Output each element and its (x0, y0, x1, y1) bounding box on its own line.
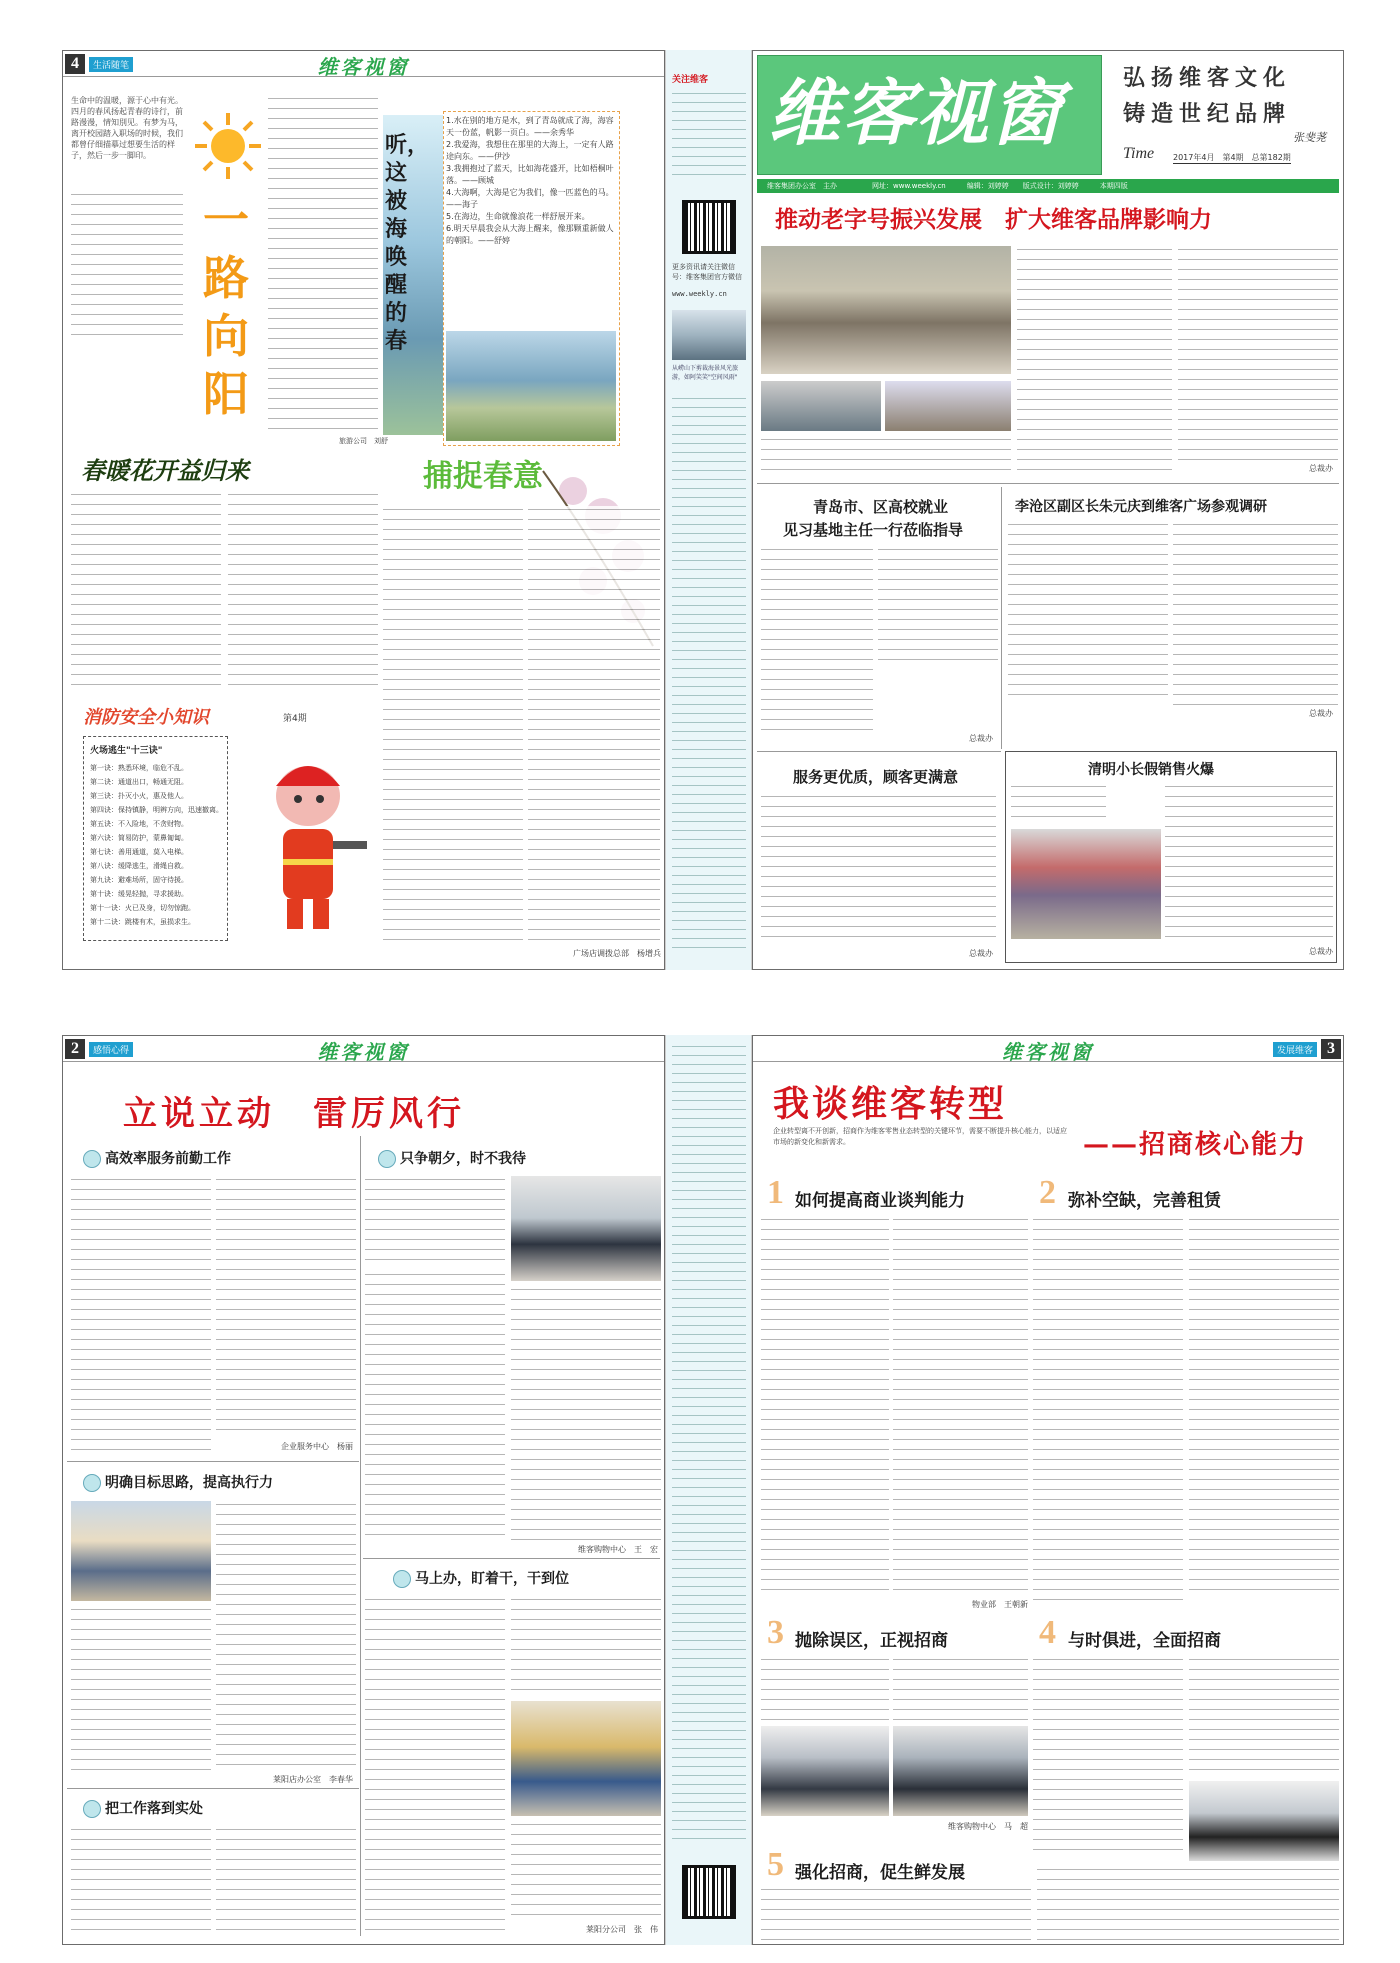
slogan-signature: 张斐荛 (1293, 131, 1326, 144)
p2-text-col11 (511, 1596, 661, 1696)
story1-byline: 总裁办 (1309, 464, 1333, 473)
safety-rule: 第七诀：善用通道，莫入电梯。 (90, 848, 188, 856)
p2-byline2: 维客购物中心 王 宏 (578, 1545, 658, 1554)
p3-text-col1 (761, 1216, 889, 1596)
section-heading: 只争朝夕，时不我待 (378, 1148, 526, 1168)
page-number: 3 (1321, 1039, 1341, 1059)
divider (757, 751, 1001, 752)
p2-text-col1 (71, 1176, 211, 1456)
story5-title: 清明小长假销售火爆 (1088, 762, 1214, 778)
divider (363, 1558, 660, 1559)
issue-info: 2017年4月 第4期 总第182期 (1173, 153, 1291, 162)
p2-text-col9 (511, 1286, 661, 1541)
safety-rule: 第五诀：不入险地，不贪财物。 (90, 820, 188, 828)
page-4 (62, 50, 665, 970)
story4-text (761, 793, 996, 943)
story5-byline: 总裁办 (1309, 947, 1333, 956)
story2-title-a: 青岛市、区高校就业 (813, 498, 949, 516)
page3-intro: 企业转型离不开创新，招商作为维客零售业态转型的关键环节，需要不断提升核心能力，以适应市场的新变化和新需求。 (773, 1127, 1067, 1146)
section-heading: 把工作落到实处 (83, 1798, 203, 1818)
section-heading: 如何提高商业谈判能力 (795, 1191, 965, 1211)
divider (67, 1461, 359, 1462)
pencil-icon (393, 1570, 411, 1588)
header-masthead: 维客视窗 (1002, 1040, 1094, 1064)
essay-byline: 旅游公司 刘舒 (339, 437, 388, 445)
safety-title: 消防安全小知识 (83, 707, 209, 728)
p3-text-col7 (1033, 1656, 1183, 1856)
p2-byline4: 莱阳分公司 张 伟 (586, 1925, 658, 1934)
masthead-banner (757, 55, 1102, 175)
section-number: 2 (1039, 1174, 1056, 1211)
section-heading: 马上办，盯着干，干到位 (393, 1568, 569, 1588)
page-header (753, 1036, 1343, 1062)
page-header (63, 1036, 664, 1062)
section-tag: 生活随笔 (89, 57, 133, 72)
story2-title-b: 见习基地主任一行莅临指导 (783, 521, 964, 539)
story5-text-b (1165, 783, 1333, 943)
section-tag: 发展维客 (1273, 1042, 1317, 1057)
section-heading: 与时俱进，全面招商 (1068, 1631, 1221, 1651)
p2-text-col2 (216, 1176, 356, 1436)
section-heading: 弥补空缺，完善租赁 (1068, 1191, 1221, 1211)
story3-text-b (1173, 521, 1338, 706)
essay-text: 生命中的温暖，源于心中有光。四月的春风扬起青春的诗行，前路漫漫，情知別见。有梦为马，离开校园踏入职场的时候，我们都曾仔细描摹过想要生活的样子，然后一步一脚印。 (71, 96, 183, 160)
strip-text (672, 1043, 746, 1843)
story2-text-b (878, 546, 998, 666)
website-url[interactable]: www.weekly.cn (672, 290, 727, 298)
side-strip-top (665, 50, 752, 970)
p2-text-col4 (71, 1606, 211, 1771)
shoppers-photo (1011, 829, 1161, 939)
p2-text-col5 (71, 1826, 211, 1936)
story1-text-b (1017, 246, 1172, 476)
page2-headline: 立说立动 雷厉风行 (123, 1094, 465, 1134)
p3-text-col8 (1189, 1656, 1339, 1776)
office-photo-1 (761, 1726, 889, 1816)
p2-text-col6 (216, 1826, 356, 1936)
essay-text-body (71, 191, 183, 341)
divider (67, 1788, 359, 1789)
pencil-icon (83, 1150, 101, 1168)
story1-text-a (761, 436, 1011, 478)
catch-byline: 广场店调拨总部 杨增兵 (573, 949, 661, 958)
office-photo-2 (893, 1726, 1028, 1816)
header-masthead: 维客视窗 (317, 55, 410, 79)
page-number: 4 (65, 54, 85, 74)
section-heading: 抛除误区，正视招商 (795, 1631, 948, 1651)
p2-byline1: 企业服务中心 杨丽 (281, 1442, 353, 1451)
page-number: 2 (65, 1039, 85, 1059)
safety-subtitle: 火场逃生"十三诀" (90, 746, 163, 756)
slogan-line2: 铸造世纪品牌 (1123, 101, 1292, 127)
meeting-photo (761, 246, 1011, 374)
story2-byline: 总裁办 (969, 734, 993, 743)
front-headline: 推动老字号振兴发展 扩大维客品牌影响力 (775, 207, 1212, 233)
story2-text-a (761, 546, 873, 731)
pencil-icon (83, 1474, 101, 1492)
divider (1001, 487, 1002, 749)
divider (757, 483, 1339, 484)
section-number: 1 (767, 1174, 784, 1211)
strip-photo-caption: 从崂山下剪裁海景风光旅游，如阿笑笑"空间风雨" (672, 365, 739, 381)
qr-code[interactable] (682, 200, 736, 254)
p2-text-col8 (365, 1271, 505, 1541)
poem-frame (443, 111, 620, 446)
yilu-title: 一路向阳 (203, 193, 249, 421)
story3-text-a (1008, 521, 1168, 701)
page-2 (62, 1035, 665, 1945)
p3-text-col2 (893, 1216, 1028, 1596)
event-photo-2 (885, 381, 1011, 431)
section-number: 3 (767, 1614, 784, 1651)
follow-text (672, 90, 746, 180)
side-strip-bottom (665, 1035, 752, 1945)
page-3 (752, 1035, 1344, 1945)
section-heading: 明确目标思路，提高执行力 (83, 1472, 273, 1492)
time-label: Time (1123, 145, 1155, 162)
section-number: 5 (767, 1846, 784, 1883)
safety-rule: 第十二诀：跳楼有术，虽损求生。 (90, 918, 195, 926)
qr-caption: 更多资讯请关注微信号：维客集团官方微信 (672, 263, 742, 281)
slogan-line1: 弘扬维客文化 (1123, 65, 1292, 91)
follow-label: 关注维客 (672, 75, 709, 85)
masthead-logo: 维客视窗 (768, 70, 1065, 155)
p3-text-col9 (761, 1886, 1031, 1941)
spring-text-col2 (228, 491, 378, 691)
strip-photo (672, 310, 746, 360)
strip-text (672, 395, 746, 955)
page-header (63, 51, 664, 77)
essay-text-col2 (268, 95, 378, 435)
safety-rule: 第九诀：避难场所，固守待援。 (90, 876, 188, 884)
spring-title: 春暖花开益归来 (81, 456, 249, 485)
p3-text-col10 (1037, 1866, 1339, 1941)
qr-code-2[interactable] (682, 1865, 736, 1919)
poem-lines: 1.水在别的地方是水，到了青岛就成了海，海容天一份蓝，帆影一页白。——余秀华 2.我爱海，我想住在那里的大海上，一定有人路途向东。——伊沙 3.我拥抱过了蓝天，比如海花盛开，比如梧桐叶落。——顾城 4.大海啊，大海是它为我们，像一匹蓝色的马。——海子 5.在海边，生命就像浪花一样舒展开来。 6.明天早晨我会从大海上醒来，像那颗重新做人的朝阳。——舒婷 (446, 116, 614, 245)
safety-rule: 第一诀：熟悉环境，临危不乱。 (90, 764, 188, 772)
p2-text-col10 (365, 1596, 505, 1936)
staff-photo-3 (511, 1701, 661, 1816)
p3-text-col3 (1033, 1216, 1183, 1606)
p2-text-col3 (216, 1501, 356, 1771)
section-tag: 感悟心得 (89, 1042, 133, 1057)
story5-text-a (1011, 783, 1106, 823)
event-photo-1 (761, 381, 881, 431)
p3-byline2: 维客购物中心 马 超 (948, 1822, 1028, 1831)
story4-byline: 总裁办 (969, 949, 993, 958)
staff-photo-2 (511, 1176, 661, 1281)
safety-badge: 第4期 (283, 714, 307, 724)
p3-text-col4 (1189, 1216, 1339, 1596)
p2-text-col7 (365, 1176, 505, 1266)
catch-text-col2 (528, 506, 660, 946)
page3-subheadline: ——招商核心能力 (1083, 1130, 1308, 1160)
story3-byline: 总裁办 (1309, 709, 1333, 718)
info-bar: 维客集团办公室 主办 网址：www.weekly.cn 编辑：刘婷婷 版式设计：刘婷婷 本期四版 (757, 179, 1339, 193)
safety-rule: 第六诀：简易防护，蒙鼻匍匐。 (90, 834, 188, 842)
sun-icon (193, 111, 263, 181)
section-heading: 高效率服务前勤工作 (83, 1148, 231, 1168)
page3-headline: 我谈维客转型 (773, 1084, 1008, 1125)
safety-rule: 第四诀：保持镇静，明辨方向，迅速撤离。 (90, 806, 223, 814)
catch-title: 捕捉春意 (423, 459, 543, 494)
story3-title: 李沧区副区长朱元庆到维客广场参观调研 (1015, 499, 1267, 515)
section-number: 4 (1039, 1614, 1056, 1651)
spring-text-col1 (71, 491, 221, 691)
safety-rule: 第十一诀：火已及身，切勿惊跑。 (90, 904, 195, 912)
safety-rules-list (90, 761, 225, 929)
p2-byline3: 莱阳店办公室 李春华 (273, 1775, 353, 1784)
staff-photo-1 (71, 1501, 211, 1601)
poem-title: 听，这被海唤醒的春 (385, 132, 430, 354)
pencil-icon (83, 1800, 101, 1818)
header-masthead: 维客视窗 (317, 1040, 410, 1064)
p3-byline1: 物业部 王朝新 (972, 1600, 1028, 1609)
divider (360, 1136, 361, 1936)
safety-box (83, 736, 228, 941)
safety-rule: 第十诀：缓晃轻抛，寻求援助。 (90, 890, 188, 898)
page-1-front (752, 50, 1344, 970)
section-heading: 强化招商，促生鲜发展 (795, 1863, 965, 1883)
catch-text-col1 (383, 506, 523, 946)
safety-rule: 第三诀：扑灭小火，惠及他人。 (90, 792, 188, 800)
office-photo-3 (1189, 1781, 1339, 1861)
firefighter-mascot-icon (243, 751, 373, 941)
safety-rule: 第八诀：缓降逃生，滑绳自救。 (90, 862, 188, 870)
story1-text-c (1178, 246, 1338, 461)
story4-title: 服务更优质，顾客更满意 (793, 768, 959, 786)
safety-rule: 第二诀：通道出口，畅通无阻。 (90, 778, 188, 786)
p2-text-col12 (511, 1821, 661, 1921)
pencil-icon (378, 1150, 396, 1168)
